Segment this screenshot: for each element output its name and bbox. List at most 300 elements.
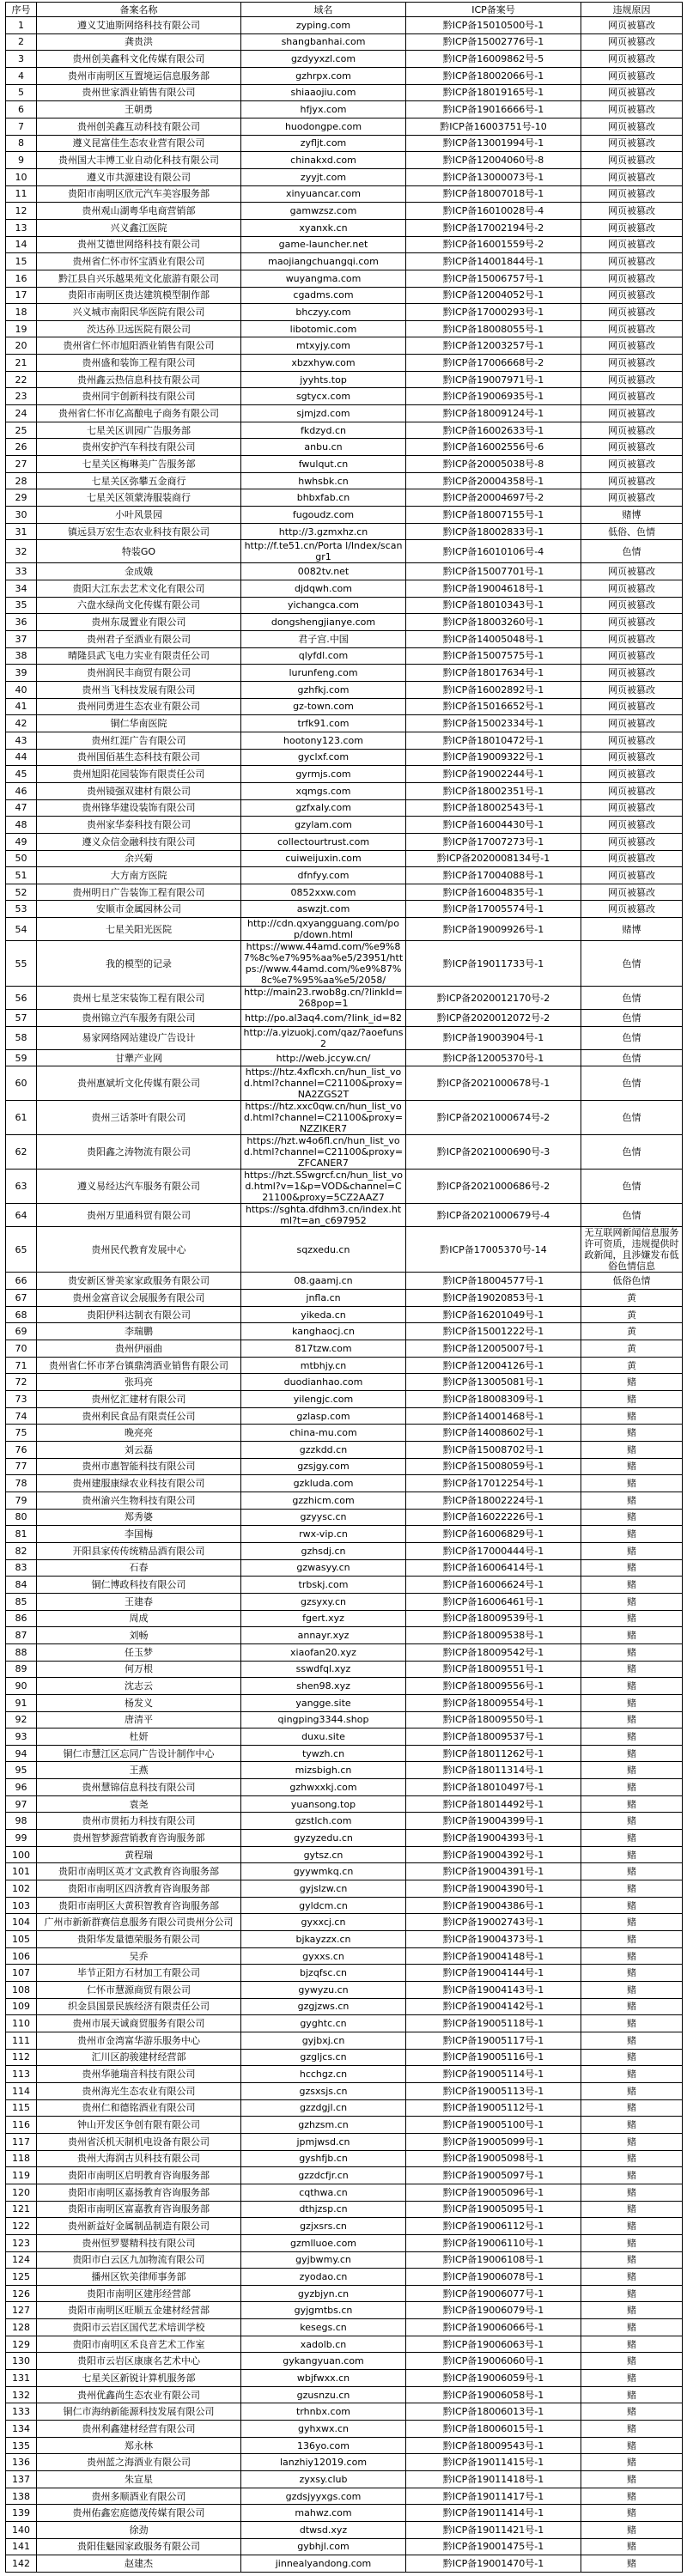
row-number: 135	[6, 2437, 37, 2454]
table-row	[6, 2184, 683, 2201]
icp-number: 黔ICP备19002244号-1	[406, 766, 581, 783]
table-row	[6, 1357, 683, 1374]
record-name: 贵州民代教育发展中心	[37, 1227, 241, 1273]
record-name: 贵州仁和德铭酒业有限公司	[37, 2099, 241, 2117]
row-number: 50	[6, 850, 37, 867]
icp-number: 黔ICP备15008059号-1	[406, 1458, 581, 1475]
table-row	[6, 2505, 683, 2522]
row-number: 136	[6, 2454, 37, 2471]
table-row	[6, 101, 683, 118]
icp-number: 黔ICP备19004391号-1	[406, 1863, 581, 1880]
violation-reason: 赌	[581, 1661, 683, 1678]
icp-number: 黔ICP备18011314号-1	[406, 1762, 581, 1779]
domain-name: 君子宫.中国	[241, 630, 406, 647]
domain-name: trhnbx.com	[241, 2403, 406, 2421]
violation-reason: 赌	[581, 1643, 683, 1661]
row-number: 141	[6, 2538, 37, 2555]
violation-reason: 赌	[581, 2184, 683, 2201]
record-name: 金成娥	[37, 563, 241, 580]
header-domain: 域名	[241, 3, 406, 17]
icp-number: 黔ICP备15001222号-1	[406, 1323, 581, 1340]
row-number: 70	[6, 1340, 37, 1358]
row-number: 130	[6, 2353, 37, 2370]
icp-number: 黔ICP备16010106号-4	[406, 540, 581, 563]
violation-reason: 网页被篡改	[581, 698, 683, 715]
violation-reason: 网页被篡改	[581, 405, 683, 422]
row-number: 2	[6, 33, 37, 51]
row-number: 102	[6, 1880, 37, 1898]
violation-reason: 赌	[581, 2049, 683, 2066]
violation-reason: 赌	[581, 1559, 683, 1577]
record-name: 贵阳市南明区禾良音艺术工作室	[37, 2336, 241, 2353]
icp-number: 黔ICP备18014492号-1	[406, 1795, 581, 1813]
row-number: 20	[6, 337, 37, 355]
row-number: 62	[6, 1135, 37, 1170]
domain-name: gzdsjyyxgs.com	[241, 2488, 406, 2505]
record-name: 贵阳佳魅园家政服务有限公司	[37, 2538, 241, 2555]
domain-name: aswzjt.com	[241, 901, 406, 918]
domain-name: 08.gaamj.cn	[241, 1273, 406, 1290]
domain-name: jpmjwsd.cn	[241, 2133, 406, 2150]
record-name: 贵阳市南明区启明教育咨询服务部	[37, 2167, 241, 2184]
table-row	[6, 1290, 683, 1307]
row-number: 48	[6, 817, 37, 834]
domain-name: gyjgmtbs.cn	[241, 2302, 406, 2319]
record-name: 铜仁市慧江区忘同广告设计制作中心	[37, 1745, 241, 1762]
violation-reason: 赌	[581, 2150, 683, 2167]
icp-number: 黔ICP备19004148号-1	[406, 1947, 581, 1965]
row-number: 114	[6, 2082, 37, 2099]
table-row	[6, 1795, 683, 1813]
table-row	[6, 33, 683, 51]
domain-name: gzzdcfjr.cn	[241, 2167, 406, 2184]
table-row	[6, 1880, 683, 1898]
violation-reason: 黄	[581, 1323, 683, 1340]
row-number: 67	[6, 1290, 37, 1307]
table-row	[6, 782, 683, 799]
row-number: 116	[6, 2117, 37, 2134]
row-number: 104	[6, 1914, 37, 1931]
table-row	[6, 135, 683, 152]
icp-number: 黔ICP备19006112号-1	[406, 2218, 581, 2235]
table-row	[6, 1273, 683, 1290]
icp-number: 黔ICP备18003260号-1	[406, 614, 581, 631]
row-number: 85	[6, 1593, 37, 1610]
icp-number: 黔ICP备19011417号-1	[406, 2488, 581, 2505]
record-name: 贵阳市南明区旺顺五金建材经营部	[37, 2302, 241, 2319]
icp-number: 黔ICP备19005116号-1	[406, 2049, 581, 2066]
row-number: 82	[6, 1542, 37, 1559]
record-name: 贵州优鑫尚生态农业有限公司	[37, 2386, 241, 2403]
row-number: 87	[6, 1627, 37, 1644]
violation-reason: 赌	[581, 2538, 683, 2555]
icp-number: 黔ICP备19005097号-1	[406, 2167, 581, 2184]
row-number: 120	[6, 2184, 37, 2201]
record-name: 王燕	[37, 1762, 241, 1779]
record-name: 贵州创美鑫互动科技有限公司	[37, 118, 241, 135]
icp-number: 黔ICP备16004835号-1	[406, 884, 581, 901]
violation-reason: 赌	[581, 1542, 683, 1559]
table-row	[6, 1863, 683, 1880]
table-row	[6, 523, 683, 540]
icp-number: 黔ICP备18009124号-1	[406, 405, 581, 422]
violation-reason: 网页被篡改	[581, 101, 683, 118]
domain-name: dfnfyy.com	[241, 867, 406, 884]
domain-name: gyjslzw.cn	[241, 1880, 406, 1898]
domain-name: yangge.site	[241, 1694, 406, 1711]
record-name: 贵州创美鑫科文化传媒有限公司	[37, 51, 241, 68]
row-number: 35	[6, 597, 37, 614]
record-name: 贵阳市南明区大黄积智教育咨询服务部	[37, 1897, 241, 1914]
violation-reason: 网页被篡改	[581, 118, 683, 135]
record-name: 石春	[37, 1559, 241, 1577]
domain-name: http://3.gzmxhz.cn	[241, 523, 406, 540]
domain-name: gzylam.com	[241, 817, 406, 834]
domain-name: fugoudz.com	[241, 507, 406, 524]
domain-name: gyjbwmy.cn	[241, 2251, 406, 2269]
domain-name: qingping3344.shop	[241, 1711, 406, 1728]
violation-reason: 黄	[581, 1290, 683, 1307]
violation-reason: 赌	[581, 2302, 683, 2319]
violation-reason: 赌	[581, 1965, 683, 1982]
table-row	[6, 987, 683, 1010]
domain-name: jinnealyandong.com	[241, 2555, 406, 2573]
table-row	[6, 1227, 683, 1273]
record-name: 贵州利鑫建材经营有限公司	[37, 2421, 241, 2438]
violation-reason: 网页被篡改	[581, 388, 683, 405]
domain-name: gybhjl.com	[241, 2538, 406, 2555]
record-name: 贵阳市南明区嘉扬教育咨询服务部	[37, 2184, 241, 2201]
table-row	[6, 287, 683, 304]
domain-name: mtbhjy.cn	[241, 1357, 406, 1374]
record-name: 龚贵洪	[37, 33, 241, 51]
icp-number: 黔ICP备16002633号-1	[406, 422, 581, 439]
record-name: 贵州同宇创新科技有限公司	[37, 388, 241, 405]
icp-number: 黔ICP备18009542号-1	[406, 1643, 581, 1661]
domain-name: gzwasyy.cn	[241, 1559, 406, 1577]
icp-number: 黔ICP备19005098号-1	[406, 2150, 581, 2167]
violation-reason: 色情	[581, 1204, 683, 1227]
icp-number: 黔ICP备19007971号-1	[406, 371, 581, 388]
violation-reason: 赌	[581, 1526, 683, 1543]
record-name: 贵州智梦源营销教育咨询服务部	[37, 1830, 241, 1847]
row-number: 111	[6, 2032, 37, 2049]
violation-reason: 网页被篡改	[581, 833, 683, 850]
record-name: 贵州锦立汽车服务有限公司	[37, 1010, 241, 1027]
row-number: 128	[6, 2319, 37, 2336]
icp-number: 黔ICP备19004390号-1	[406, 1880, 581, 1898]
violation-reason: 赌	[581, 2201, 683, 2218]
domain-name: mahwz.com	[241, 2505, 406, 2522]
table-row	[6, 884, 683, 901]
violation-reason: 赌	[581, 2421, 683, 2438]
row-number: 80	[6, 1509, 37, 1526]
icp-number: 黔ICP备2021000686号-2	[406, 1170, 581, 1204]
row-number: 94	[6, 1745, 37, 1762]
table-row	[6, 2319, 683, 2336]
record-name: 贵阳鑫之涛物流有限公司	[37, 1135, 241, 1170]
domain-name: yikeda.cn	[241, 1306, 406, 1323]
table-row	[6, 2302, 683, 2319]
row-number: 107	[6, 1965, 37, 1982]
header-reason: 违规原因	[581, 3, 683, 17]
domain-name: lurunfeng.com	[241, 665, 406, 682]
row-number: 7	[6, 118, 37, 135]
record-name: 遵义市共源建设有限公司	[37, 168, 241, 185]
domain-name: shangbanhai.com	[241, 33, 406, 51]
row-number: 43	[6, 732, 37, 749]
icp-number: 黔ICP备19001475号-1	[406, 2538, 581, 2555]
icp-number: 黔ICP备14005048号-1	[406, 630, 581, 647]
violation-reason: 赌	[581, 1863, 683, 1880]
table-row	[6, 270, 683, 287]
icp-number: 黔ICP备19005117号-1	[406, 2032, 581, 2049]
domain-name: gzsjgy.com	[241, 1458, 406, 1475]
row-number: 18	[6, 304, 37, 321]
domain-name: gzdyyxzl.com	[241, 51, 406, 68]
record-name: 贵州佑鑫宏庭德茂传媒有限公司	[37, 2505, 241, 2522]
record-name: 小叶风景园	[37, 507, 241, 524]
row-number: 27	[6, 456, 37, 473]
violation-reason: 网页被篡改	[581, 219, 683, 236]
record-name: 贵阳市南明区四济教育咨询服务部	[37, 1880, 241, 1898]
violation-reason: 网页被篡改	[581, 84, 683, 101]
row-number: 40	[6, 681, 37, 698]
violation-reason: 赌	[581, 2218, 683, 2235]
row-number: 134	[6, 2421, 37, 2438]
violation-reason: 网页被篡改	[581, 203, 683, 220]
record-name: 贵州金富音议会展服务有限公司	[37, 1290, 241, 1307]
table-row	[6, 1846, 683, 1863]
icp-number: 黔ICP备2021000678号-1	[406, 1066, 581, 1101]
violation-reason: 赌	[581, 2082, 683, 2099]
domain-name: bhbxfab.cn	[241, 489, 406, 507]
icp-number: 黔ICP备19003904号-1	[406, 1026, 581, 1049]
record-name: 贵州忆汇建材有限公司	[37, 1391, 241, 1408]
record-name: 贵州多顺酒业有限公司	[37, 2488, 241, 2505]
record-name: 贵州盛和装饰工程有限公司	[37, 355, 241, 372]
violation-reason: 赌	[581, 2370, 683, 2387]
violation-reason: 网页被篡改	[581, 168, 683, 185]
icp-number: 黔ICP备19006077号-1	[406, 2285, 581, 2302]
row-number: 14	[6, 236, 37, 253]
domain-name: zyodao.cn	[241, 2269, 406, 2286]
row-number: 118	[6, 2150, 37, 2167]
table-row	[6, 2201, 683, 2218]
icp-number: 黔ICP备17000444号-1	[406, 1542, 581, 1559]
table-row	[6, 2386, 683, 2403]
table-row	[6, 67, 683, 84]
row-number: 21	[6, 355, 37, 372]
table-row	[6, 1306, 683, 1323]
domain-name: fkdzyd.cn	[241, 422, 406, 439]
row-number: 11	[6, 185, 37, 203]
icp-number: 黔ICP备13005081号-1	[406, 1374, 581, 1391]
violation-reason: 赌	[581, 1931, 683, 1948]
violation-reason: 赌	[581, 1694, 683, 1711]
violation-reason: 低俗、色情	[581, 523, 683, 540]
row-number: 30	[6, 507, 37, 524]
table-row	[6, 1998, 683, 2015]
icp-number: 黔ICP备19011414号-1	[406, 2505, 581, 2522]
violation-reason: 赌	[581, 2015, 683, 2032]
icp-number: 黔ICP备19006110号-1	[406, 2234, 581, 2251]
violation-reason: 黄	[581, 1340, 683, 1358]
violation-reason: 网页被篡改	[581, 580, 683, 598]
record-name: 王建春	[37, 1593, 241, 1610]
icp-number: 黔ICP备19004144号-1	[406, 1965, 581, 1982]
icp-number: 黔ICP备16022226号-1	[406, 1509, 581, 1526]
violation-reason: 色情	[581, 1101, 683, 1135]
table-row	[6, 1010, 683, 1027]
violation-reason: 赌	[581, 1425, 683, 1442]
domain-name: http://web.jccyw.cn/	[241, 1049, 406, 1066]
table-row	[6, 647, 683, 665]
row-number: 52	[6, 884, 37, 901]
violation-reason: 网页被篡改	[581, 185, 683, 203]
record-name: 钟山开发区争创有限有限公司	[37, 2117, 241, 2134]
icp-number: 黔ICP备19020853号-1	[406, 1290, 581, 1307]
domain-name: yuansong.top	[241, 1795, 406, 1813]
table-row	[6, 337, 683, 355]
domain-name: hootony123.com	[241, 732, 406, 749]
row-number: 113	[6, 2066, 37, 2083]
domain-name: gzzhicm.com	[241, 1492, 406, 1509]
domain-name: rwx-vip.cn	[241, 1526, 406, 1543]
row-number: 1	[6, 17, 37, 34]
icp-number: 黔ICP备18007018号-1	[406, 185, 581, 203]
row-number: 101	[6, 1863, 37, 1880]
record-name: 周成	[37, 1610, 241, 1627]
domain-name: zyfljt.com	[241, 135, 406, 152]
record-name: 七星关区弥攀五金商行	[37, 472, 241, 489]
table-row	[6, 1101, 683, 1135]
record-name: 贵安新区誉美家家政服务有限公司	[37, 1273, 241, 1290]
table-row	[6, 1762, 683, 1779]
record-name: 贵阳市南明区欣元汽车美容服务部	[37, 185, 241, 203]
domain-name: gzjxsrs.cn	[241, 2218, 406, 2235]
record-name: 沈志云	[37, 1678, 241, 1695]
row-number: 140	[6, 2522, 37, 2539]
violation-reason: 网页被篡改	[581, 715, 683, 732]
domain-name: 0852xxw.com	[241, 884, 406, 901]
violation-reason: 赌	[581, 2488, 683, 2505]
table-row	[6, 1340, 683, 1358]
table-row	[6, 2234, 683, 2251]
row-number: 22	[6, 371, 37, 388]
row-number: 76	[6, 1442, 37, 1459]
row-number: 110	[6, 2015, 37, 2032]
violation-reason: 赌	[581, 1998, 683, 2015]
icp-number: 黔ICP备18009556号-1	[406, 1678, 581, 1695]
violation-reason: 赌	[581, 2117, 683, 2134]
violation-reason: 网页被篡改	[581, 304, 683, 321]
violation-reason: 网页被篡改	[581, 152, 683, 169]
icp-number: 黔ICP备18006015号-1	[406, 2421, 581, 2438]
violation-reason: 网页被篡改	[581, 270, 683, 287]
record-name: 易家网络网站建设广告设计	[37, 1026, 241, 1049]
icp-number: 黔ICP备18019165号-1	[406, 84, 581, 101]
domain-name: shiaaojiu.com	[241, 84, 406, 101]
domain-name: game-launcher.net	[241, 236, 406, 253]
row-number: 138	[6, 2488, 37, 2505]
row-number: 123	[6, 2234, 37, 2251]
record-name: 贵州海光生态农业有限公司	[37, 2082, 241, 2099]
table-row	[6, 2285, 683, 2302]
icp-number: 黔ICP备18009539号-1	[406, 1610, 581, 1627]
icp-number: 黔ICP备18009550号-1	[406, 1711, 581, 1728]
domain-name: fwulqut.cn	[241, 456, 406, 473]
violation-reason: 赌	[581, 1475, 683, 1492]
violation-reason: 网页被篡改	[581, 320, 683, 337]
domain-name: dtwsd.xyz	[241, 2522, 406, 2539]
record-name: 贵阳市南明区富嘉教育咨询服务部	[37, 2201, 241, 2218]
table-row	[6, 1897, 683, 1914]
table-row	[6, 1728, 683, 1746]
domain-name: gyshfjb.cn	[241, 2150, 406, 2167]
row-number: 45	[6, 766, 37, 783]
row-number: 54	[6, 918, 37, 941]
table-row	[6, 51, 683, 68]
icp-number: 黔ICP备18010497号-1	[406, 1779, 581, 1796]
violation-reason: 赌	[581, 1593, 683, 1610]
table-row	[6, 833, 683, 850]
table-row	[6, 2421, 683, 2438]
domain-name: mizsbigh.cn	[241, 1762, 406, 1779]
row-number: 13	[6, 219, 37, 236]
domain-name: tywzh.cn	[241, 1745, 406, 1762]
record-name: 贵州当飞科技发展有限公司	[37, 681, 241, 698]
domain-name: 817tzw.com	[241, 1340, 406, 1358]
icp-number: 黔ICP备15007701号-1	[406, 563, 581, 580]
record-name: 贵州市惠智能科技有限公司	[37, 1458, 241, 1475]
header-icp: ICP备案号	[406, 3, 581, 17]
domain-name: cgadms.com	[241, 287, 406, 304]
domain-name: sswdfql.xyz	[241, 1661, 406, 1678]
row-number: 10	[6, 168, 37, 185]
domain-name: gz-town.com	[241, 698, 406, 715]
violation-reason: 黄	[581, 1306, 683, 1323]
record-name: 贵州惠斌圻文化传媒有限公司	[37, 1066, 241, 1101]
record-name: 贵州鑫云热信息科技有限公司	[37, 371, 241, 388]
table-row	[6, 2082, 683, 2099]
table-row	[6, 867, 683, 884]
icp-number: 黔ICP备12003257号-1	[406, 337, 581, 355]
violation-reason: 色情	[581, 1026, 683, 1049]
record-name: 广州市新新群赛信息服务有限公司贵州分公司	[37, 1914, 241, 1931]
row-number: 137	[6, 2471, 37, 2488]
record-name: 刘畅	[37, 1627, 241, 1644]
table-row	[6, 1442, 683, 1459]
record-name: 徐劲	[37, 2522, 241, 2539]
violation-reason: 网页被篡改	[581, 732, 683, 749]
violation-reason: 网页被篡改	[581, 867, 683, 884]
row-number: 61	[6, 1101, 37, 1135]
violation-reason: 赌	[581, 1678, 683, 1695]
table-row	[6, 1492, 683, 1509]
row-number: 105	[6, 1931, 37, 1948]
violation-reason: 赌	[581, 1391, 683, 1408]
domain-name: zyping.com	[241, 17, 406, 34]
violation-reason: 赌	[581, 2471, 683, 2488]
domain-name: http://cdn.qxyangguang.com/pop/down.html	[241, 918, 406, 941]
domain-name: gzhrpx.com	[241, 67, 406, 84]
record-name: 贵州市南明区互置境运信息服务部	[37, 67, 241, 84]
icp-number: 黔ICP备16006829号-1	[406, 1526, 581, 1543]
record-name: 贵州国大丰博工业自动化科技有限公司	[37, 152, 241, 169]
record-name: 郑秀婆	[37, 1509, 241, 1526]
domain-name: https://www.44amd.com/%e9%87%8c%e7%95%aa%e5/23951/https://www.44amd.com/%e9%87%8c%e7%95%aa%e5/2058/	[241, 941, 406, 987]
